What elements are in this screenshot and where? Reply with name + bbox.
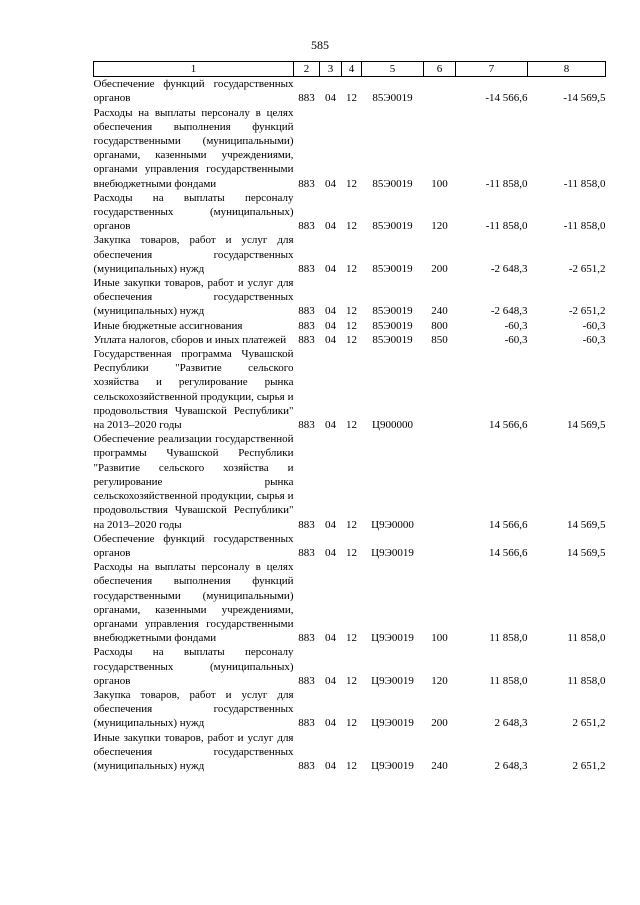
row-code-section: 04 — [325, 419, 336, 432]
row-code-subsection: 12 — [346, 674, 357, 687]
row-amount-year1: -11 858,0 — [485, 220, 528, 233]
row-amount-year2: 11 858,0 — [567, 674, 606, 687]
table-row — [94, 432, 606, 531]
row-code-section: 04 — [325, 546, 336, 559]
row-code-section: 04 — [325, 333, 336, 346]
table-row — [94, 276, 606, 319]
row-description: Уплата налогов, сборов и иных платежей — [93, 333, 287, 346]
row-code-subsection: 12 — [346, 305, 357, 318]
column-header: 6 — [424, 62, 456, 77]
row-description: Иные закупки товаров, работ и услуг для обеспечения государственных (муниципальных) нужд — [93, 277, 294, 318]
row-description: Расходы на выплаты персоналу государственных (муниципальных) органов — [93, 646, 294, 687]
row-amount-year1: 2 648,3 — [494, 717, 528, 730]
row-code-ministry: 883 — [298, 419, 315, 432]
row-code-expense-type: 240 — [431, 305, 448, 318]
row-description: Иные закупки товаров, работ и услуг для обеспечения государственных (муниципальных) нужд — [93, 731, 294, 772]
row-description: Обеспечение функций государственных органов — [93, 532, 294, 559]
column-header: 4 — [342, 62, 362, 77]
row-code-expense-type — [424, 532, 456, 560]
row-code-ministry: 883 — [298, 717, 315, 730]
row-code-section: 04 — [325, 759, 336, 772]
row-code-subsection: 12 — [346, 419, 357, 432]
table-row — [94, 77, 606, 106]
column-header: 1 — [94, 62, 294, 77]
table-row — [94, 319, 606, 333]
row-code-target: Ц9Э0019 — [371, 674, 414, 687]
row-code-section: 04 — [325, 674, 336, 687]
row-amount-year1: 14 566,6 — [489, 419, 528, 432]
row-amount-year1: 11 858,0 — [489, 632, 528, 645]
column-header: 3 — [320, 62, 342, 77]
row-code-expense-type — [424, 347, 456, 432]
row-code-target: Ц9Э0019 — [371, 717, 414, 730]
row-amount-year1: -60,3 — [504, 319, 528, 332]
row-code-subsection: 12 — [346, 177, 357, 190]
column-header: 5 — [362, 62, 424, 77]
page-number: 585 — [311, 38, 329, 52]
row-code-target: Ц9Э0019 — [371, 759, 414, 772]
row-code-section: 04 — [325, 92, 336, 105]
row-amount-year1: 2 648,3 — [494, 759, 528, 772]
row-amount-year1: -14 566,6 — [485, 92, 528, 105]
row-amount-year2: 14 569,5 — [567, 546, 606, 559]
row-code-target: 85Э0019 — [372, 305, 413, 318]
row-code-section: 04 — [325, 319, 336, 332]
row-code-target: 85Э0019 — [372, 177, 413, 190]
row-code-expense-type: 120 — [431, 220, 448, 233]
row-code-target: 85Э0019 — [372, 220, 413, 233]
row-code-section: 04 — [325, 177, 336, 190]
row-description: Расходы на выплаты персоналу в целях обеспечения выполнения функций государственными (муниципальными) органами, казенными учреждениями, органами управления государственными внебюджетными фондами — [93, 106, 294, 190]
row-description: Расходы на выплаты персоналу государственных (муниципальных) органов — [93, 191, 294, 233]
row-code-subsection: 12 — [346, 333, 357, 346]
row-amount-year2: 2 651,2 — [572, 717, 606, 730]
row-code-ministry: 883 — [298, 333, 315, 346]
row-amount-year2: -2 651,2 — [568, 305, 606, 318]
row-amount-year1: -2 648,3 — [490, 305, 528, 318]
row-description: Иные бюджетные ассигнования — [93, 319, 243, 332]
table-body — [94, 77, 606, 773]
column-header: 2 — [294, 62, 320, 77]
row-code-target: 85Э0019 — [372, 262, 413, 275]
row-amount-year2: -11 858,0 — [563, 220, 606, 233]
table-row — [94, 347, 606, 432]
budget-table — [93, 61, 606, 773]
row-code-expense-type: 200 — [431, 262, 448, 275]
table-row — [94, 532, 606, 560]
row-code-expense-type — [424, 432, 456, 531]
row-code-section: 04 — [325, 220, 336, 233]
row-code-ministry: 883 — [298, 319, 315, 332]
row-code-ministry: 883 — [298, 546, 315, 559]
row-code-target: Ц900000 — [372, 419, 413, 432]
row-code-ministry: 883 — [298, 759, 315, 772]
row-code-subsection: 12 — [346, 262, 357, 275]
row-code-subsection: 12 — [346, 220, 357, 233]
row-code-expense-type: 200 — [431, 717, 448, 730]
row-code-target: 85Э0019 — [372, 92, 413, 105]
row-description: Расходы на выплаты персоналу в целях обеспечения выполнения функций государственными (муниципальными) органами, казенными учреждениями, органами управления государственными внебюджетными фондами — [93, 561, 294, 645]
row-amount-year1: -11 858,0 — [485, 177, 528, 190]
row-code-expense-type: 800 — [431, 319, 448, 332]
row-code-ministry: 883 — [298, 177, 315, 190]
row-amount-year1: -2 648,3 — [490, 262, 528, 275]
row-amount-year2: 14 569,5 — [567, 518, 606, 531]
row-amount-year2: 11 858,0 — [567, 632, 606, 645]
row-code-subsection: 12 — [346, 632, 357, 645]
row-description: Закупка товаров, работ и услуг для обеспечения государственных (муниципальных) нужд — [93, 688, 294, 730]
row-code-ministry: 883 — [298, 518, 315, 531]
row-code-subsection: 12 — [346, 518, 357, 531]
row-description: Государственная программа Чувашской Республики "Развитие сельского хозяйства и регулирование рынка сельскохозяйственной продукции, сырья и продовольствия Чувашской Республики" на 2013–2020 годы — [93, 348, 294, 432]
row-code-target: 85Э0019 — [372, 319, 413, 332]
row-code-target: Ц9Э0019 — [371, 632, 414, 645]
row-amount-year1: 14 566,6 — [489, 518, 528, 531]
row-code-expense-type: 100 — [431, 632, 448, 645]
row-code-ministry: 883 — [298, 220, 315, 233]
row-description: Обеспечение реализации государственной программы Чувашской Республики "Развитие сельского хозяйства и регулирование рынка сельскохозяйственной продукции, сырья и продовольствия Чувашской Республики" на 2013–2020 годы — [93, 433, 294, 531]
row-code-ministry: 883 — [298, 262, 315, 275]
row-code-expense-type: 850 — [431, 333, 448, 346]
row-amount-year2: -14 569,5 — [563, 92, 606, 105]
row-amount-year2: -60,3 — [582, 333, 606, 346]
row-amount-year1: 11 858,0 — [489, 674, 528, 687]
row-amount-year2: -11 858,0 — [563, 177, 606, 190]
row-code-section: 04 — [325, 262, 336, 275]
row-amount-year2: -2 651,2 — [568, 262, 606, 275]
row-amount-year1: -60,3 — [504, 333, 528, 346]
row-amount-year2: -60,3 — [582, 319, 606, 332]
table-row — [94, 560, 606, 645]
row-code-target: Ц9Э0019 — [371, 546, 414, 559]
row-code-target: Ц9Э0000 — [371, 518, 414, 531]
row-code-subsection: 12 — [346, 717, 357, 730]
row-description: Обеспечение функций государственных органов — [93, 78, 294, 105]
table-row — [94, 233, 606, 276]
row-description: Закупка товаров, работ и услуг для обеспечения государственных (муниципальных) нужд — [93, 234, 294, 275]
table-row — [94, 191, 606, 234]
row-code-ministry: 883 — [298, 305, 315, 318]
row-code-section: 04 — [325, 717, 336, 730]
table-row — [94, 688, 606, 731]
row-code-expense-type: 240 — [431, 759, 448, 772]
row-amount-year2: 2 651,2 — [572, 759, 606, 772]
row-code-expense-type: 100 — [431, 177, 448, 190]
row-code-expense-type — [424, 77, 456, 106]
row-code-ministry: 883 — [298, 632, 315, 645]
table-row — [94, 731, 606, 774]
row-code-section: 04 — [325, 518, 336, 531]
row-code-section: 04 — [325, 305, 336, 318]
row-code-target: 85Э0019 — [372, 333, 413, 346]
row-code-subsection: 12 — [346, 759, 357, 772]
table-row — [94, 645, 606, 688]
row-code-expense-type: 120 — [431, 674, 448, 687]
row-code-ministry: 883 — [298, 674, 315, 687]
row-amount-year2: 14 569,5 — [567, 419, 606, 432]
row-amount-year1: 14 566,6 — [489, 546, 528, 559]
table-row — [94, 333, 606, 347]
column-header: 8 — [528, 62, 606, 77]
row-code-subsection: 12 — [346, 546, 357, 559]
table-row — [94, 106, 606, 191]
table-header-row — [94, 62, 606, 77]
row-code-ministry: 883 — [298, 92, 315, 105]
column-header: 7 — [456, 62, 528, 77]
row-code-subsection: 12 — [346, 92, 357, 105]
row-code-section: 04 — [325, 632, 336, 645]
row-code-subsection: 12 — [346, 319, 357, 332]
